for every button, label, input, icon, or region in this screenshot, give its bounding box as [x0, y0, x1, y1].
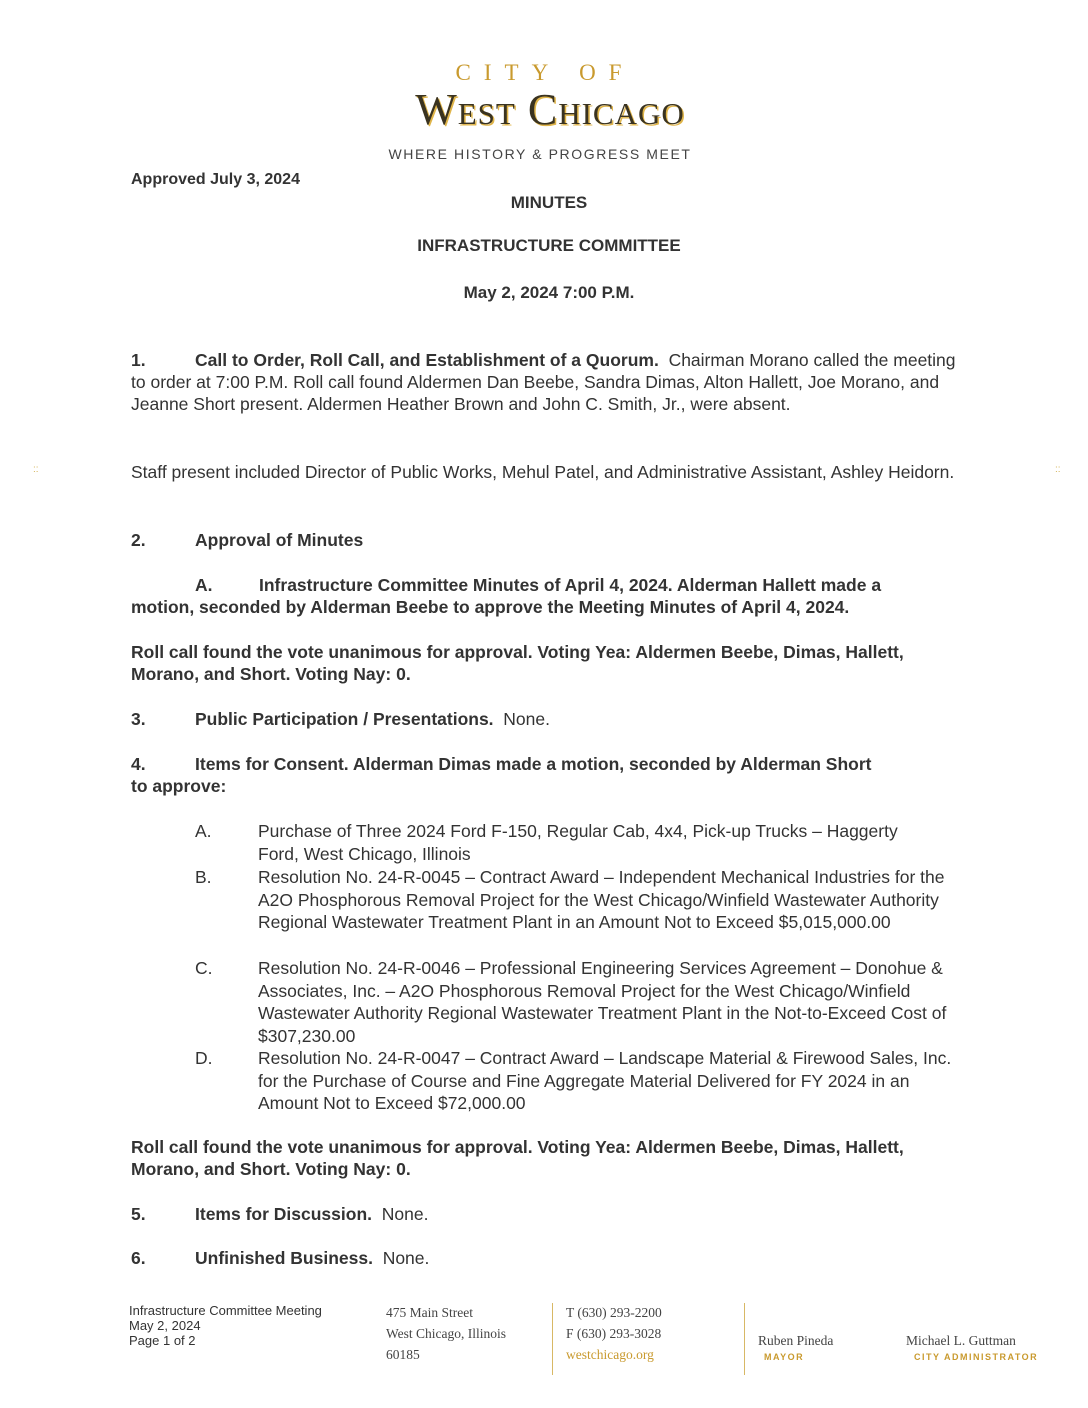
section-4-heading-line1: Items for Consent. Alderman Dimas made a motion, seconded by Alderman Short — [195, 754, 872, 774]
consent-item-letter: B. — [195, 867, 212, 887]
section-3-number: 3. — [131, 709, 146, 729]
approval-note: Approved July 3, 2024 — [131, 171, 300, 188]
letterhead-city-of: CITY OF — [455, 60, 635, 85]
consent-item-text: Resolution No. 24-R-0045 – Contract Award – Independent Mechanical Industries for the A2O Phosphorous Removal Project for the West Chicago/Winfield Wastewater Authority Regional Wastewater Treatment Plant in an Amount Not to Exceed $5,015,000.00 — [258, 867, 945, 932]
section-6-body: None. — [382, 1248, 430, 1268]
section-2a-letter: A. — [195, 575, 213, 595]
consent-item-letter: C. — [195, 958, 213, 978]
section-5-number: 5. — [131, 1204, 146, 1224]
section-1-body: Chairman Morano called the meeting to order at 7:00 P.M. Roll call found Aldermen Dan Beebe, Sandra Dimas, Alton Hallett, Joe Morano, and Jeanne Short present. Aldermen Heather Brown and John C. Smith, Jr., were absent. — [131, 350, 956, 414]
section-1-heading: Call to Order, Roll Call, and Establishment of a Quorum. — [195, 350, 659, 370]
letterhead-city-name: West Chicago — [415, 85, 685, 134]
footer-contact — [566, 1302, 662, 1365]
section-3-heading: Public Participation / Presentations. — [195, 709, 494, 729]
footer-address-line3: 60185 — [386, 1347, 420, 1362]
letterhead-tagline: WHERE HISTORY & PROGRESS MEET — [388, 146, 692, 162]
committee-title: INFRASTRUCTURE COMMITTEE — [417, 236, 681, 255]
section-2-heading: Approval of Minutes — [195, 530, 364, 550]
footer-divider-1 — [552, 1303, 553, 1375]
section-2a-line1: Infrastructure Committee Minutes of April 4, 2024. Alderman Hallett made a — [259, 575, 882, 595]
footer-meeting-name: Infrastructure Committee Meeting — [129, 1303, 322, 1318]
section-5-heading: Items for Discussion. — [195, 1204, 372, 1224]
footer-meeting-info — [129, 1303, 322, 1348]
section-4-vote: Roll call found the vote unanimous for approval. Voting Yea: Aldermen Beebe, Dimas, Hallett, Morano, and Short. Voting Nay: 0. — [131, 1137, 904, 1179]
section-4-number: 4. — [131, 754, 146, 774]
consent-item-text: Purchase of Three 2024 Ford F-150, Regular Cab, 4x4, Pick-up Trucks – Haggerty Ford, West Chicago, Illinois — [258, 821, 898, 864]
section-6-heading: Unfinished Business. — [195, 1248, 373, 1268]
staff-present: Staff present included Director of Public Works, Mehul Patel, and Administrative Assistant, Ashley Heidorn. — [131, 462, 955, 482]
footer-website-link[interactable]: westchicago.org — [566, 1347, 654, 1362]
footer-address-line1: 475 Main Street — [386, 1305, 473, 1320]
footer-administrator-title: CITY ADMINISTRATOR — [914, 1352, 1039, 1362]
consent-item-text: Resolution No. 24-R-0046 – Professional Engineering Services Agreement – Donohue & Associates, Inc. – A2O Phosphorous Removal Project for the West Chicago/Winfield Wastewater Authority Regional Wastewater Treatment Plant in the Not-to-Exceed Cost of $307,230.00 — [258, 958, 947, 1046]
section-1-number: 1. — [131, 350, 146, 370]
section-2 — [131, 529, 971, 551]
section-2-number: 2. — [131, 530, 146, 550]
section-2-vote: Roll call found the vote unanimous for approval. Voting Yea: Aldermen Beebe, Dimas, Hallett, Morano, and Short. Voting Nay: 0. — [131, 642, 904, 684]
section-6-number: 6. — [131, 1248, 146, 1268]
section-4 — [131, 753, 981, 797]
footer-meeting-date: May 2, 2024 — [129, 1318, 201, 1333]
footer-administrator-name: Michael L. Guttman — [906, 1333, 1016, 1348]
meeting-datetime: May 2, 2024 7:00 P.M. — [463, 283, 635, 302]
footer-administrator — [906, 1332, 1038, 1365]
section-5 — [131, 1203, 971, 1225]
section-2a — [131, 574, 991, 618]
document-title: MINUTES — [510, 193, 588, 212]
footer-address — [386, 1302, 506, 1365]
section-1 — [131, 349, 971, 415]
section-3-body: None. — [503, 709, 550, 729]
footer-divider-2 — [744, 1303, 745, 1375]
consent-item-letter: D. — [195, 1048, 213, 1068]
margin-mark-right: :: — [1055, 464, 1061, 475]
section-5-body: None. — [381, 1204, 429, 1224]
consent-item-letter: A. — [195, 821, 212, 841]
margin-mark-left: :: — [33, 464, 39, 475]
footer-mayor-title: MAYOR — [764, 1352, 805, 1362]
footer-phone: T (630) 293-2200 — [566, 1305, 662, 1320]
section-2a-line2: motion, seconded by Alderman Beebe to approve the Meeting Minutes of April 4, 2024. — [131, 597, 850, 617]
section-4-heading-line2: to approve: — [131, 776, 227, 796]
consent-item-text: Resolution No. 24-R-0047 – Contract Award – Landscape Material & Firewood Sales, Inc. for the Purchase of Course and Fine Aggregate Material Delivered for FY 2024 in an Amount Not to Exceed $72,000.00 — [258, 1048, 952, 1113]
footer-page-number: Page 1 of 2 — [129, 1333, 196, 1348]
footer-fax: F (630) 293-3028 — [566, 1326, 662, 1341]
footer-mayor — [758, 1332, 833, 1365]
footer-address-line2: West Chicago, Illinois — [386, 1326, 507, 1341]
section-3 — [131, 708, 971, 730]
footer-mayor-name: Ruben Pineda — [758, 1333, 834, 1348]
section-6 — [131, 1247, 971, 1269]
